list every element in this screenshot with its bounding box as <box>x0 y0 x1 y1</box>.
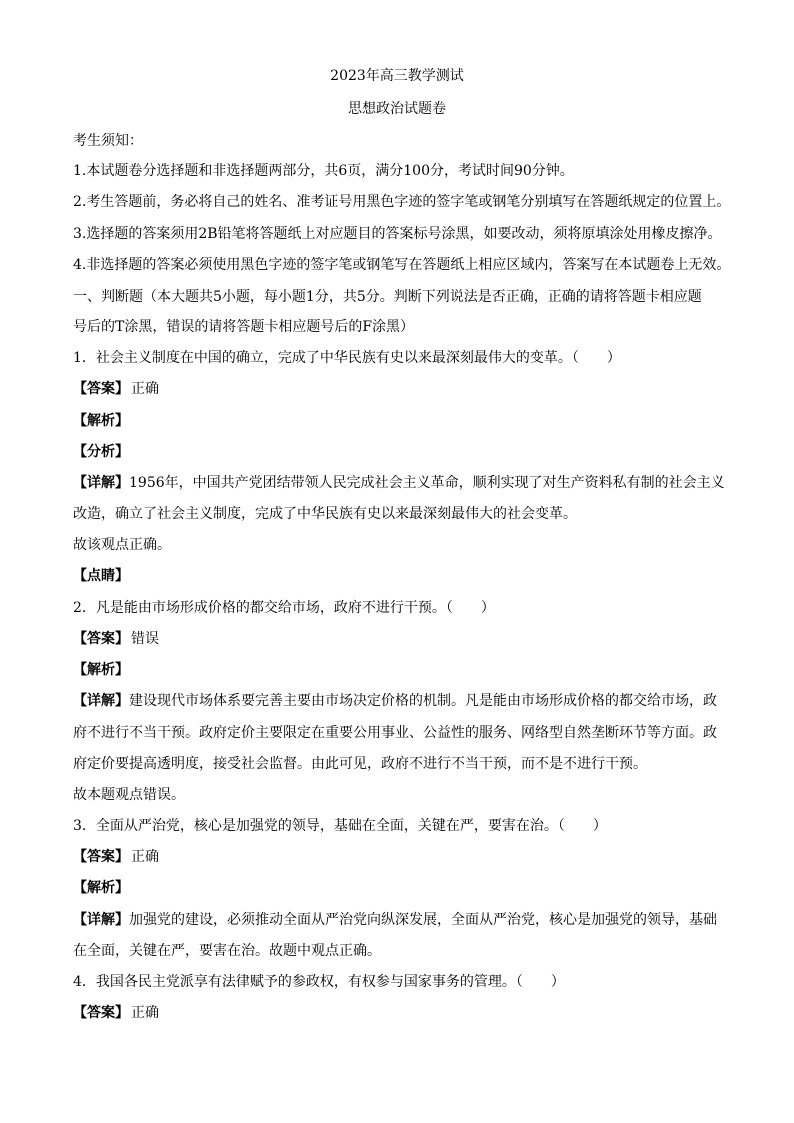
question-2-detail-line1 <box>73 691 733 711</box>
answer-label: 【答案】 <box>73 631 129 647</box>
question-1-answer-row <box>73 379 733 399</box>
notice-item-3: 3.选择题的答案须用2B铅笔将答题纸上对应题目的答案标号涂黑，如要改动，须将原填涂处用橡皮擦净。 <box>73 226 722 242</box>
fenxi-label: 【分析】 <box>73 444 129 460</box>
question-2-detail-line3: 府定价要提高透明度，接受社会监督。由此可见，政府不进行不当干预，而不是不进行干预。 <box>73 756 647 772</box>
question-2-stem: 2．凡是能由市场形成价格的都交给市场，政府不进行干预。（ ） <box>73 600 495 616</box>
detail-label: 【详解】 <box>73 475 129 491</box>
question-2-answer-row <box>73 629 733 649</box>
question-3-detail-text1: 加强党的建设，必须推动全面从严治党向纵深发展，全面从严治党，核心是加强党的领导，基础 <box>129 912 717 928</box>
question-3-stem: 3．全面从严治党，核心是加强党的领导，基础在全面，关键在严，要害在治。（ ） <box>73 818 607 834</box>
question-1-answer: 正确 <box>131 381 159 397</box>
question-3-answer-row <box>73 847 733 867</box>
notice-heading: 考生须知： <box>73 133 143 149</box>
question-1-detail-line2: 改造，确立了社会主义制度，完成了中华民族有史以来最深刻最伟大的社会变革。 <box>73 506 577 522</box>
question-4-stem: 4．我国各民主党派享有法律赋予的参政权，有权参与国家事务的管理。（ ） <box>73 974 565 990</box>
analysis-label: 【解析】 <box>73 880 129 896</box>
section-heading-line2: 号后的T涂黑，错误的请将答题卡相应题号后的F涂黑） <box>73 319 415 335</box>
notice-item-4: 4.非选择题的答案必须使用黑色字迹的签字笔或钢笔写在答题纸上相应区域内，答案写在本试题卷上无效。 <box>73 257 731 273</box>
question-2-answer: 错误 <box>131 631 159 647</box>
analysis-label: 【解析】 <box>73 662 129 678</box>
subject-title: 思想政治试题卷 <box>348 101 446 117</box>
detail-label: 【详解】 <box>73 912 129 928</box>
question-2-analysis-label <box>73 660 733 680</box>
question-3-detail-line2: 在全面，关键在严，要害在治。故题中观点正确。 <box>73 943 381 959</box>
question-1-dianjing-label <box>73 566 733 586</box>
answer-label: 【答案】 <box>73 849 129 865</box>
notice-item-1: 1.本试题卷分选择题和非选择题两部分，共6页，满分100分，考试时间90分钟。 <box>73 163 574 179</box>
dianjing-label: 【点睛】 <box>73 568 129 584</box>
exam-title: 2023年高三教学测试 <box>330 68 464 84</box>
question-2-conclusion: 故本题观点错误。 <box>73 787 185 803</box>
question-1-conclusion: 故该观点正确。 <box>73 537 171 553</box>
question-1-stem: 1．社会主义制度在中国的确立，完成了中华民族有史以来最深刻最伟大的变革。（ ） <box>73 350 621 366</box>
question-1-analysis-label <box>73 411 733 431</box>
question-1-detail-text1: 1956年，中国共产党团结带领人民完成社会主义革命，顺利实现了对生产资料私有制的社会主义 <box>129 475 725 491</box>
question-3-detail-line1 <box>73 910 733 930</box>
question-2-detail-text1: 建设现代市场体系要完善主要由市场决定价格的机制。凡是能由市场形成价格的都交给市场，政 <box>129 693 717 709</box>
question-1-detail-line1 <box>73 473 733 493</box>
answer-label: 【答案】 <box>73 381 129 397</box>
question-3-answer: 正确 <box>131 849 159 865</box>
question-4-answer: 正确 <box>131 1005 159 1021</box>
answer-label: 【答案】 <box>73 1005 129 1021</box>
question-3-analysis-label <box>73 878 733 898</box>
question-4-answer-row <box>73 1003 733 1023</box>
detail-label: 【详解】 <box>73 693 129 709</box>
question-2-detail-line2: 府不进行不当干预。政府定价主要限定在重要公用事业、公益性的服务、网络型自然垄断环节等方面。政 <box>73 725 717 741</box>
question-1-fenxi-label <box>73 442 733 462</box>
section-heading-line1: 一、判断题（本大题共5小题，每小题1分，共5分。判断下列说法是否正确，正确的请将答题卡相应题 <box>73 289 702 305</box>
analysis-label: 【解析】 <box>73 413 129 429</box>
notice-item-2: 2.考生答题前，务必将自己的姓名、准考证号用黑色字迹的签字笔或钢笔分别填写在答题纸规定的位置上。 <box>73 194 731 210</box>
